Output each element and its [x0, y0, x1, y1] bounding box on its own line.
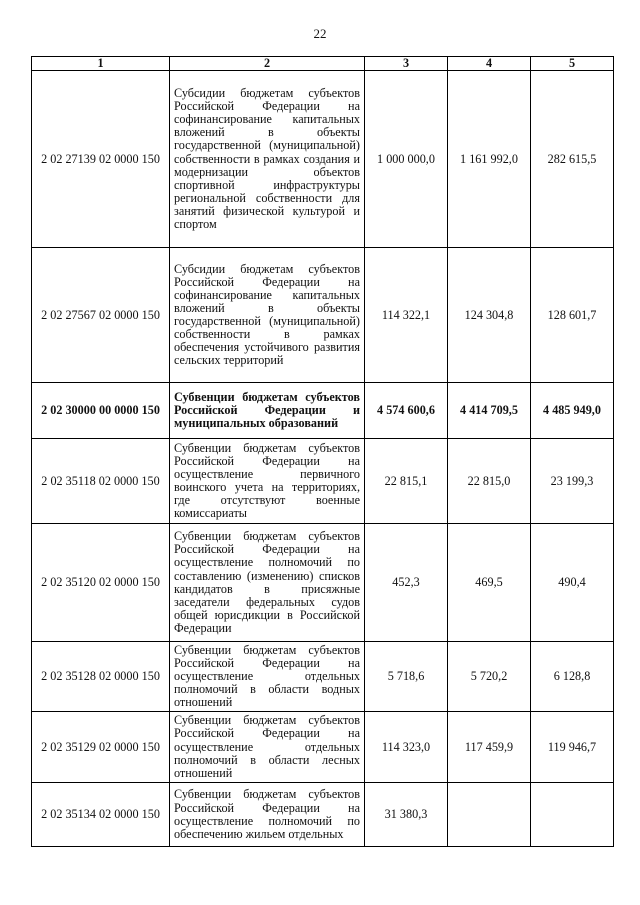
header-cell-1: 1	[32, 57, 170, 71]
header-row	[32, 57, 614, 71]
table-row	[32, 439, 614, 524]
row-description-cell: Субвенции бюджетам субъектов Российской Федерации на осуществление отдельных полномочий в области водных отношений	[170, 642, 365, 712]
row-code-cell: 2 02 35118 02 0000 150	[32, 439, 170, 524]
row-description-cell: Субвенции бюджетам субъектов Российской Федерации на осуществление полномочий по обеспечению жильем отдельных	[170, 783, 365, 847]
row-value-col4: 5 720,2	[448, 642, 531, 712]
row-value-col3: 31 380,3	[365, 783, 448, 847]
row-description-cell: Субвенции бюджетам субъектов Российской Федерации на осуществление отдельных полномочий в области лесных отношений	[170, 712, 365, 783]
table-row	[32, 71, 614, 248]
table-row	[32, 524, 614, 642]
row-value-col4: 469,5	[448, 524, 531, 642]
row-value-col3: 114 322,1	[365, 248, 448, 383]
row-value-col3: 114 323,0	[365, 712, 448, 783]
row-code-cell: 2 02 30000 00 0000 150	[32, 383, 170, 439]
table-body	[32, 71, 614, 847]
row-value-col4: 117 459,9	[448, 712, 531, 783]
page-number: 22	[313, 26, 327, 41]
header-cell-3: 3	[365, 57, 448, 71]
row-description-cell: Субвенции бюджетам субъектов Российской Федерации и муниципальных образований	[170, 383, 365, 439]
row-description-cell: Субсидии бюджетам субъектов Российской Федерации на софинансирование капитальных вложений в объекты государственной (муниципальной) собственности в рамках обеспечения устойчивого развития сельских территорий	[170, 248, 365, 383]
table-row	[32, 383, 614, 439]
row-value-col5	[531, 783, 614, 847]
row-code-cell: 2 02 27139 02 0000 150	[32, 71, 170, 248]
row-value-col5: 128 601,7	[531, 248, 614, 383]
row-value-col4	[448, 783, 531, 847]
row-code-cell: 2 02 35120 02 0000 150	[32, 524, 170, 642]
table-row	[32, 248, 614, 383]
row-code-cell: 2 02 35129 02 0000 150	[32, 712, 170, 783]
row-code-cell: 2 02 35134 02 0000 150	[32, 783, 170, 847]
row-value-col5: 23 199,3	[531, 439, 614, 524]
row-code-cell: 2 02 35128 02 0000 150	[32, 642, 170, 712]
header-cell-4: 4	[448, 57, 531, 71]
row-code-cell: 2 02 27567 02 0000 150	[32, 248, 170, 383]
row-value-col3: 4 574 600,6	[365, 383, 448, 439]
row-description-cell: Субсидии бюджетам субъектов Российской Федерации на софинансирование капитальных вложений в объекты государственной (муниципальной) собственности в рамках создания и модернизации объектов спортивной инфраструктуры региональной собственности для занятий физической культурой и спортом	[170, 71, 365, 248]
row-value-col5: 4 485 949,0	[531, 383, 614, 439]
row-value-col3: 22 815,1	[365, 439, 448, 524]
table-row	[32, 642, 614, 712]
row-value-col5: 119 946,7	[531, 712, 614, 783]
table-row	[32, 712, 614, 783]
row-value-col5: 282 615,5	[531, 71, 614, 248]
table-row	[32, 783, 614, 847]
row-value-col4: 1 161 992,0	[448, 71, 531, 248]
row-description-cell: Субвенции бюджетам субъектов Российской Федерации на осуществление первичного воинского учета на территориях, где отсутствуют военные комиссариаты	[170, 439, 365, 524]
row-value-col3: 452,3	[365, 524, 448, 642]
row-value-col5: 490,4	[531, 524, 614, 642]
row-value-col5: 6 128,8	[531, 642, 614, 712]
budget-table	[31, 56, 614, 847]
row-value-col4: 4 414 709,5	[448, 383, 531, 439]
row-value-col3: 5 718,6	[365, 642, 448, 712]
header-cell-2: 2	[170, 57, 365, 71]
row-value-col4: 124 304,8	[448, 248, 531, 383]
header-cell-5: 5	[531, 57, 614, 71]
row-description-cell: Субвенции бюджетам субъектов Российской Федерации на осуществление полномочий по составлению (изменению) списков кандидатов в присяжные заседатели федеральных судов общей юрисдикции в Российской Федерации	[170, 524, 365, 642]
row-value-col3: 1 000 000,0	[365, 71, 448, 248]
row-value-col4: 22 815,0	[448, 439, 531, 524]
